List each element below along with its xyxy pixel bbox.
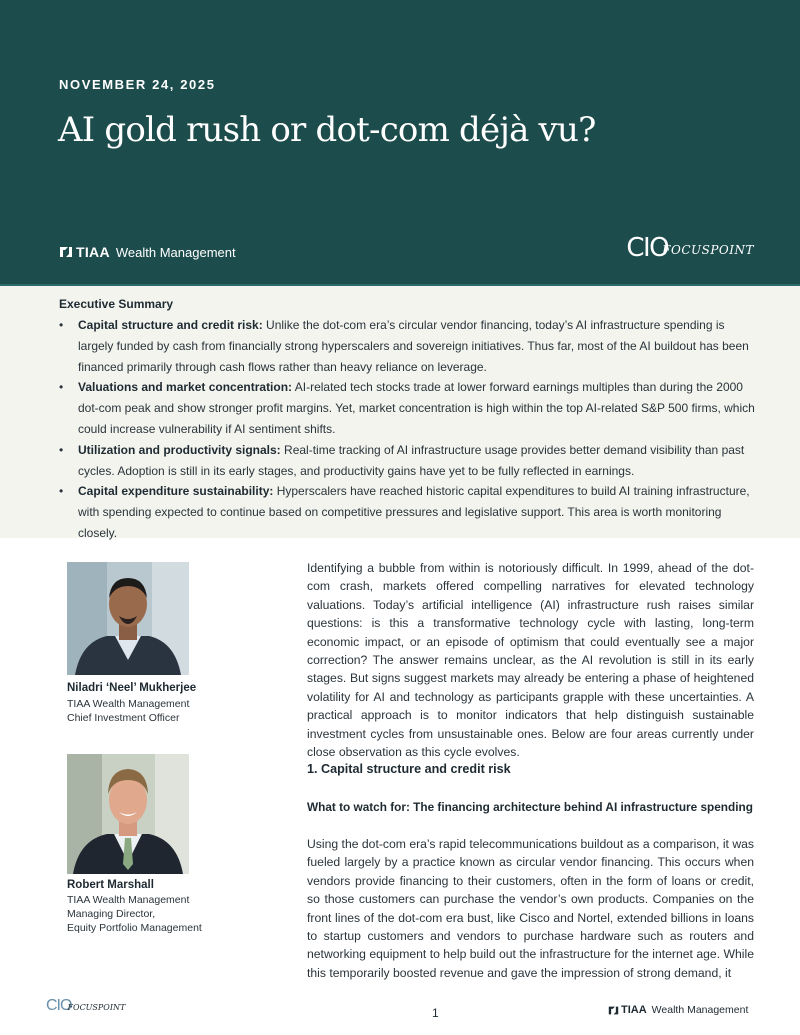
section-paragraph: Using the dot-com era’s rapid telecommunications buildout as a comparison, it was fueled largely by a practice known as circular vendor financing. This occurs when vendors provide financing to their customers, often in the form of loans or credit, so those customers can purchase the vendor’s own products. Companies on the front lines of the dot-com era bust, like Cisco and Nortel, extended billions in loans to startup customers and vendors to purchase hardware such as routers and networking equipment to help build out the infrastructure for the internet age. While this temporarily boosted revenue and gave the impression of strong demand, it [307, 837, 754, 980]
footer-focuspoint: FOCUSPOINT [67, 1003, 126, 1012]
tiaa-logo-icon [59, 245, 73, 259]
footer-brand-wm: Wealth Management [651, 1004, 749, 1016]
hero-banner [0, 0, 800, 286]
section-paragraph-wrap [307, 835, 754, 982]
summary-item [59, 481, 759, 543]
publish-date: NOVEMBER 24, 2025 [59, 77, 216, 92]
summary-heading: Executive Summary [59, 297, 174, 311]
executive-summary [0, 286, 800, 538]
intro-paragraph: Identifying a bubble from within is notoriously difficult. In 1999, ahead of the dot-com crash, markets offered compelling narratives for elevated technology valuations. Today’s artificial intelligence (AI) infrastructure rush raises similar questions: is this a transformative technology cycle with lasting, long-term economic impact, or an episode of optimism that could eventually see a major correction? The answer remains unclear, as the AI revolution is still in its early stages. But signs suggest markets may already be entering a phase of heightened volatility for AI and technology as participants grapple with these uncertainties. A practical approach is to monitor indicators that help distinguish sustainable investment cycles from unsustainable ones. Below are four areas currently under close observation as this cycle evolves. [307, 561, 754, 760]
tiaa-wealth-logo [59, 244, 236, 260]
author-photo-marshall [67, 754, 189, 874]
summary-item-text: Real-time tracking of AI infrastructure usage provides better demand visibility than past cycles. Adoption is still in its early stages, and productivity gains have yet to be fully reflected in earnings. [78, 442, 745, 478]
author-role-detail: Equity Portfolio Management [67, 922, 202, 934]
watch-heading: What to watch for: The financing architecture behind AI infrastructure spending [307, 800, 753, 814]
author-role: Managing Director, [67, 908, 156, 920]
author-name: Niladri ‘Neel’ Mukherjee [67, 682, 197, 694]
page-number: 1 [432, 1006, 439, 1020]
brand-wealth-management: Wealth Management [115, 244, 236, 260]
summary-item-text: AI-related tech stocks trade at lower forward earnings multiples than during the 2000 dot-com peak and show stronger profit margins. Yet, market concentration is high within the top AI-related S&P 500 firms, which could increase vulnerability if AI sentiment shifts. [78, 380, 755, 436]
summary-item-title: Capital structure and credit risk: [78, 318, 263, 332]
summary-item [59, 377, 759, 439]
author-affiliation: TIAA Wealth Management [67, 698, 190, 710]
intro-paragraph-wrap [307, 559, 754, 761]
footer-cio-letters: CIO [46, 997, 72, 1014]
summary-item-title: Valuations and market concentration: [78, 380, 293, 395]
section-heading: 1. Capital structure and credit risk [307, 762, 511, 776]
focuspoint-text: FOCUSPOINT [662, 243, 754, 257]
summary-item-text: Unlike the dot-com era’s circular vendor financing, today’s AI infrastructure spending is largely funded by cash from financially strong hyperscalers and sovereign initiatives. Thus far, most of the AI buildout has been financed primarily through cash flows rather than heavy reliance on leverage. [78, 318, 749, 374]
summary-item-text: Hyperscalers have reached historic capital expenditures to build AI training infrastructure, with spending expected to continue based on competitive pressures and legislative support. This area is worth monitoring closely. [78, 484, 750, 540]
tiaa-logo-icon [608, 1005, 619, 1016]
summary-item-title: Utilization and productivity signals: [78, 442, 281, 457]
cio-focuspoint-logo [626, 235, 754, 261]
summary-item [59, 315, 759, 377]
author-role: Chief Investment Officer [67, 712, 180, 724]
footer-brand-tiaa: TIAA [621, 1004, 647, 1016]
summary-item-title: Capital expenditure sustainability: [78, 484, 274, 499]
summary-list [59, 315, 759, 544]
author-photo-mukherjee [67, 562, 189, 675]
summary-item [59, 440, 759, 482]
footer-tiaa-logo [608, 1004, 748, 1016]
cio-letters: CIO [626, 233, 669, 263]
page-title: AI gold rush or dot-com déjà vu? [58, 110, 596, 150]
author-name: Robert Marshall [67, 879, 154, 891]
brand-tiaa: TIAA [76, 244, 110, 260]
footer-cio-logo [46, 998, 125, 1014]
author-affiliation: TIAA Wealth Management [67, 894, 190, 906]
